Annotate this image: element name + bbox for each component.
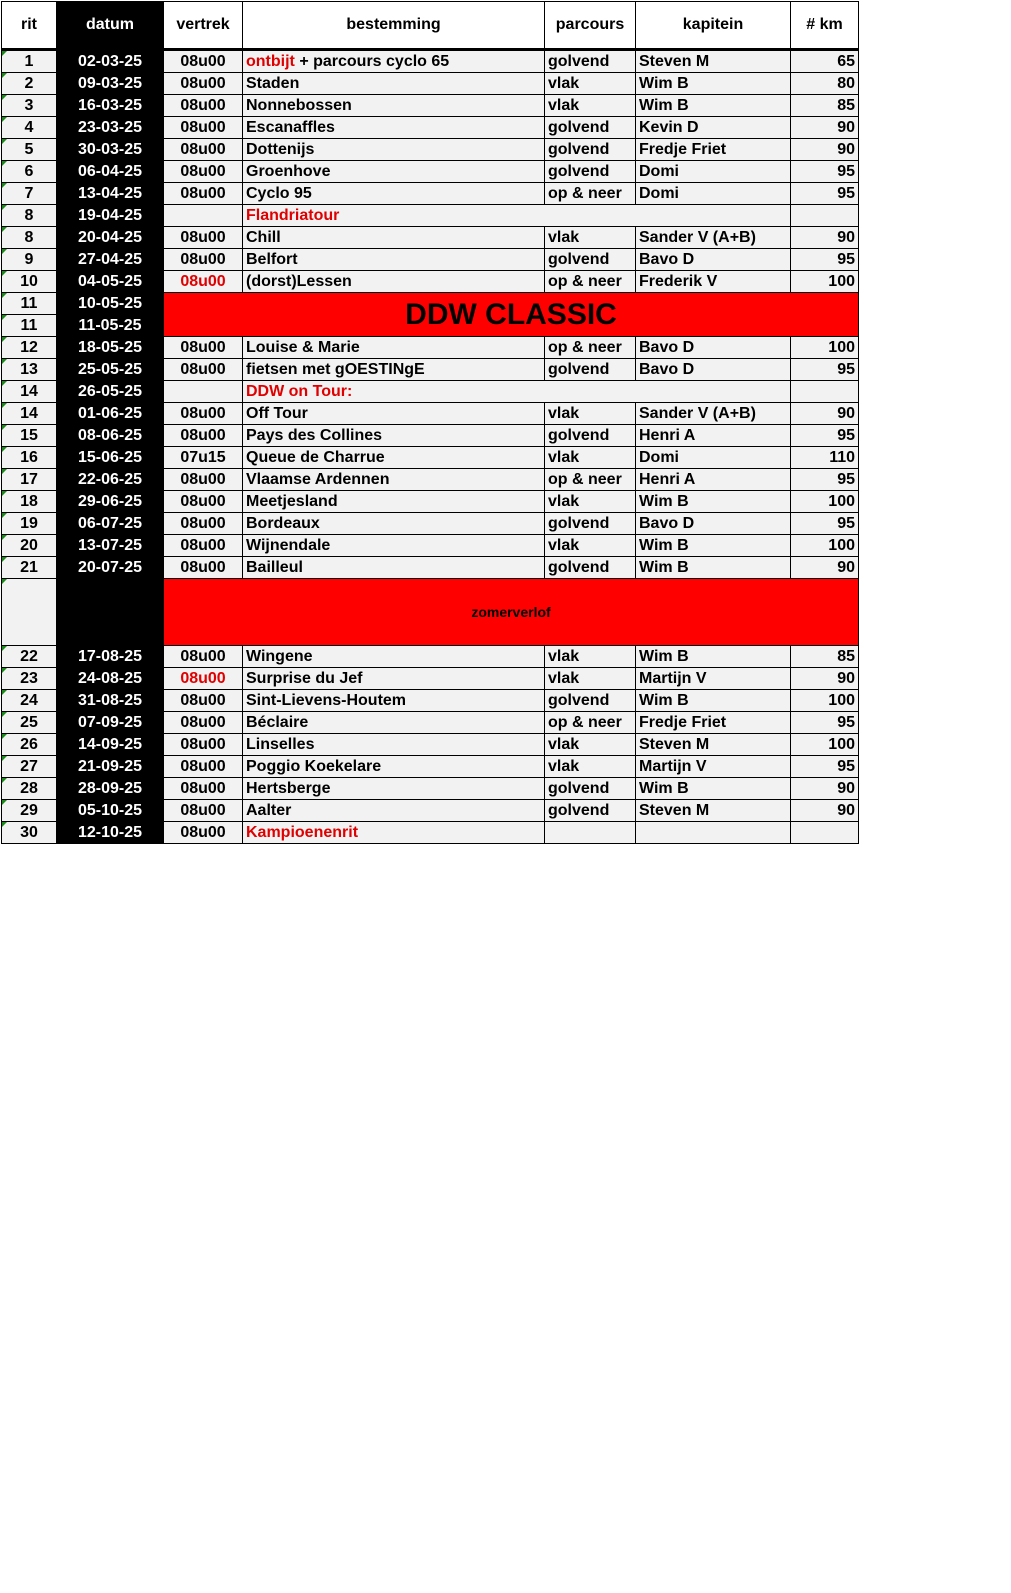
rit-cell[interactable]: 11 — [2, 293, 57, 315]
header-vertrek: vertrek — [164, 2, 243, 50]
table-row — [2, 646, 859, 668]
parcours-cell[interactable] — [545, 822, 636, 844]
bestemming-highlight: ontbijt — [246, 52, 295, 70]
kapitein-cell[interactable]: Bavo D — [636, 513, 791, 535]
bestemming-cell[interactable] — [243, 73, 545, 95]
bestemming-cell[interactable] — [243, 668, 545, 690]
datum-cell[interactable]: 13-04-25 — [57, 183, 164, 205]
parcours-cell[interactable]: vlak — [545, 491, 636, 513]
km-cell[interactable]: 110 — [791, 447, 859, 469]
rit-cell[interactable]: 20 — [2, 535, 57, 557]
kapitein-cell[interactable]: Henri A — [636, 469, 791, 491]
table-row — [2, 712, 859, 734]
datum-cell[interactable]: 12-10-25 — [57, 822, 164, 844]
parcours-cell[interactable]: vlak — [545, 95, 636, 117]
table-row — [2, 535, 859, 557]
bestemming-text: Dottenijs — [246, 140, 315, 158]
kapitein-cell[interactable]: Wim B — [636, 73, 791, 95]
datum-cell[interactable]: 13-07-25 — [57, 535, 164, 557]
kapitein-cell[interactable]: Domi — [636, 447, 791, 469]
kapitein-cell[interactable]: Henri A — [636, 425, 791, 447]
table-row — [2, 73, 859, 95]
bestemming-cell[interactable] — [243, 271, 545, 293]
bestemming-text: Belfort — [246, 250, 298, 268]
parcours-cell[interactable]: golvend — [545, 800, 636, 822]
rit-cell[interactable]: 17 — [2, 469, 57, 491]
km-cell[interactable]: 95 — [791, 183, 859, 205]
bestemming-cell[interactable] — [243, 447, 545, 469]
parcours-cell[interactable]: vlak — [545, 73, 636, 95]
table-row — [2, 249, 859, 271]
rit-cell[interactable]: 2 — [2, 73, 57, 95]
rit-cell[interactable]: 27 — [2, 756, 57, 778]
datum-cell[interactable]: 09-03-25 — [57, 73, 164, 95]
kapitein-cell[interactable]: Wim B — [636, 557, 791, 579]
parcours-cell[interactable]: vlak — [545, 734, 636, 756]
bestemming-cell[interactable] — [243, 690, 545, 712]
vertrek-cell[interactable]: 08u00 — [164, 491, 243, 513]
kapitein-cell[interactable]: Wim B — [636, 646, 791, 668]
bestemming-text: Béclaire — [246, 713, 309, 731]
datum-cell[interactable] — [57, 579, 164, 646]
datum-cell[interactable]: 28-09-25 — [57, 778, 164, 800]
datum-cell[interactable]: 06-07-25 — [57, 513, 164, 535]
datum-cell[interactable]: 31-08-25 — [57, 690, 164, 712]
vertrek-cell[interactable]: 08u00 — [164, 822, 243, 844]
header-row — [2, 2, 859, 50]
km-cell[interactable]: 85 — [791, 646, 859, 668]
bestemming-cell[interactable] — [243, 403, 545, 425]
table-row — [2, 491, 859, 513]
bestemming-cell[interactable] — [243, 712, 545, 734]
vertrek-cell[interactable]: 08u00 — [164, 403, 243, 425]
kapitein-cell[interactable]: Sander V (A+B) — [636, 227, 791, 249]
vertrek-cell[interactable]: 08u00 — [164, 227, 243, 249]
parcours-cell[interactable]: op & neer — [545, 469, 636, 491]
ddw-classic-banner: DDW CLASSIC — [164, 293, 859, 337]
bestemming-cell[interactable] — [243, 756, 545, 778]
parcours-cell[interactable]: vlak — [545, 668, 636, 690]
parcours-cell[interactable]: vlak — [545, 535, 636, 557]
rit-cell[interactable]: 8 — [2, 227, 57, 249]
header-rit: rit — [2, 2, 57, 50]
bestemming-text: Wingene — [246, 647, 313, 665]
parcours-cell[interactable]: golvend — [545, 249, 636, 271]
vertrek-cell[interactable] — [164, 381, 243, 403]
rit-cell[interactable]: 28 — [2, 778, 57, 800]
km-cell[interactable]: 85 — [791, 95, 859, 117]
header-datum: datum — [57, 2, 164, 50]
event-cell[interactable]: DDW on Tour: — [243, 381, 791, 403]
parcours-cell[interactable]: golvend — [545, 117, 636, 139]
rit-cell[interactable]: 22 — [2, 646, 57, 668]
km-cell[interactable]: 100 — [791, 337, 859, 359]
datum-cell[interactable]: 17-08-25 — [57, 646, 164, 668]
table-row — [2, 557, 859, 579]
rit-cell[interactable]: 21 — [2, 557, 57, 579]
table-row — [2, 271, 859, 293]
bestemming-cell[interactable] — [243, 734, 545, 756]
bestemming-text: Aalter — [246, 801, 292, 819]
kapitein-cell[interactable]: Bavo D — [636, 249, 791, 271]
km-cell[interactable]: 95 — [791, 425, 859, 447]
bestemming-text: Louise & Marie — [246, 338, 360, 356]
km-cell[interactable]: 95 — [791, 359, 859, 381]
rit-cell[interactable] — [2, 579, 57, 646]
table-row — [2, 205, 859, 227]
table-row — [2, 579, 859, 646]
rit-cell[interactable]: 26 — [2, 734, 57, 756]
bestemming-text: Meetjesland — [246, 492, 338, 510]
bestemming-cell[interactable] — [243, 50, 545, 73]
parcours-cell[interactable]: vlak — [545, 447, 636, 469]
datum-cell[interactable]: 10-05-25 — [57, 293, 164, 315]
datum-cell[interactable]: 20-04-25 — [57, 227, 164, 249]
datum-cell[interactable]: 18-05-25 — [57, 337, 164, 359]
parcours-cell[interactable]: vlak — [545, 646, 636, 668]
table-row — [2, 50, 859, 73]
datum-cell[interactable]: 23-03-25 — [57, 117, 164, 139]
km-cell[interactable]: 90 — [791, 139, 859, 161]
rit-cell[interactable]: 13 — [2, 359, 57, 381]
table-row — [2, 139, 859, 161]
km-cell[interactable]: 90 — [791, 227, 859, 249]
parcours-cell[interactable]: op & neer — [545, 712, 636, 734]
schedule-table — [1, 1, 859, 844]
vertrek-cell[interactable]: 08u00 — [164, 425, 243, 447]
table-row — [2, 293, 859, 315]
bestemming-cell[interactable] — [243, 491, 545, 513]
rit-cell[interactable]: 16 — [2, 447, 57, 469]
bestemming-text: Cyclo 95 — [246, 184, 312, 202]
kapitein-cell[interactable]: Bavo D — [636, 359, 791, 381]
table-row — [2, 403, 859, 425]
km-cell[interactable]: 95 — [791, 756, 859, 778]
rit-cell[interactable]: 7 — [2, 183, 57, 205]
vertrek-cell[interactable]: 08u00 — [164, 734, 243, 756]
bestemming-cell[interactable] — [243, 469, 545, 491]
rit-cell[interactable]: 12 — [2, 337, 57, 359]
datum-cell[interactable]: 29-06-25 — [57, 491, 164, 513]
km-cell[interactable] — [791, 381, 859, 403]
datum-cell[interactable]: 27-04-25 — [57, 249, 164, 271]
vertrek-cell[interactable]: 08u00 — [164, 359, 243, 381]
bestemming-text: Vlaamse Ardennen — [246, 470, 390, 488]
header-parcours: parcours — [545, 2, 636, 50]
bestemming-cell[interactable] — [243, 95, 545, 117]
datum-cell[interactable]: 24-08-25 — [57, 668, 164, 690]
km-cell[interactable] — [791, 205, 859, 227]
kapitein-cell[interactable]: Martijn V — [636, 756, 791, 778]
bestemming-text: Poggio Koekelare — [246, 757, 382, 775]
parcours-cell[interactable]: vlak — [545, 403, 636, 425]
rit-cell[interactable]: 24 — [2, 690, 57, 712]
bestemming-cell[interactable] — [243, 535, 545, 557]
datum-cell[interactable]: 25-05-25 — [57, 359, 164, 381]
table-row — [2, 227, 859, 249]
bestemming-text: (dorst)Lessen — [246, 272, 352, 290]
rit-cell[interactable]: 11 — [2, 315, 57, 337]
vertrek-cell[interactable]: 08u00 — [164, 117, 243, 139]
vertrek-cell[interactable] — [164, 205, 243, 227]
parcours-cell[interactable]: vlak — [545, 756, 636, 778]
kapitein-cell[interactable] — [636, 822, 791, 844]
km-cell[interactable]: 90 — [791, 778, 859, 800]
parcours-cell[interactable]: golvend — [545, 425, 636, 447]
kapitein-cell[interactable]: Wim B — [636, 95, 791, 117]
bestemming-text: Groenhove — [246, 162, 331, 180]
rit-cell[interactable]: 3 — [2, 95, 57, 117]
rit-cell[interactable]: 1 — [2, 50, 57, 73]
kapitein-cell[interactable]: Steven M — [636, 50, 791, 73]
bestemming-text: Off Tour — [246, 404, 308, 422]
bestemming-text: Wijnendale — [246, 536, 331, 554]
rit-cell[interactable]: 14 — [2, 403, 57, 425]
bestemming-text: Hertsberge — [246, 779, 331, 797]
datum-cell[interactable]: 16-03-25 — [57, 95, 164, 117]
kapitein-cell[interactable]: Steven M — [636, 734, 791, 756]
vertrek-cell[interactable]: 08u00 — [164, 668, 243, 690]
kapitein-cell[interactable]: Fredje Friet — [636, 139, 791, 161]
km-cell[interactable]: 100 — [791, 271, 859, 293]
parcours-cell[interactable]: golvend — [545, 513, 636, 535]
rit-cell[interactable]: 6 — [2, 161, 57, 183]
vertrek-cell[interactable]: 08u00 — [164, 646, 243, 668]
bestemming-text: Bordeaux — [246, 514, 320, 532]
vertrek-cell[interactable]: 08u00 — [164, 271, 243, 293]
rit-cell[interactable]: 14 — [2, 381, 57, 403]
vertrek-cell[interactable]: 08u00 — [164, 95, 243, 117]
datum-cell[interactable]: 14-09-25 — [57, 734, 164, 756]
km-cell[interactable]: 65 — [791, 50, 859, 73]
rit-cell[interactable]: 5 — [2, 139, 57, 161]
parcours-cell[interactable]: op & neer — [545, 271, 636, 293]
zomerverlof-banner: zomerverlof — [164, 579, 859, 646]
header-kapitein: kapitein — [636, 2, 791, 50]
table-row — [2, 778, 859, 800]
table-row — [2, 513, 859, 535]
datum-cell[interactable]: 21-09-25 — [57, 756, 164, 778]
km-cell[interactable]: 100 — [791, 690, 859, 712]
bestemming-text: Linselles — [246, 735, 315, 753]
table-row — [2, 425, 859, 447]
rit-cell[interactable]: 25 — [2, 712, 57, 734]
bestemming-cell[interactable] — [243, 183, 545, 205]
table-row — [2, 117, 859, 139]
vertrek-cell[interactable]: 07u15 — [164, 447, 243, 469]
datum-cell[interactable]: 02-03-25 — [57, 50, 164, 73]
datum-cell[interactable]: 22-06-25 — [57, 469, 164, 491]
vertrek-cell[interactable]: 08u00 — [164, 139, 243, 161]
bestemming-text: + parcours cyclo 65 — [294, 52, 450, 70]
rit-cell[interactable]: 8 — [2, 205, 57, 227]
bestemming-text: fietsen met gOESTINgE — [246, 360, 425, 378]
table-row — [2, 381, 859, 403]
datum-cell[interactable]: 04-05-25 — [57, 271, 164, 293]
kapitein-cell[interactable]: Wim B — [636, 491, 791, 513]
vertrek-cell[interactable]: 08u00 — [164, 161, 243, 183]
table-row — [2, 337, 859, 359]
vertrek-cell[interactable]: 08u00 — [164, 557, 243, 579]
kapitein-cell[interactable]: Frederik V — [636, 271, 791, 293]
vertrek-cell[interactable]: 08u00 — [164, 756, 243, 778]
datum-cell[interactable]: 11-05-25 — [57, 315, 164, 337]
datum-cell[interactable]: 30-03-25 — [57, 139, 164, 161]
header-bestemming: bestemming — [243, 2, 545, 50]
schedule-body — [2, 50, 859, 844]
bestemming-cell[interactable] — [243, 425, 545, 447]
table-row — [2, 800, 859, 822]
table-row — [2, 95, 859, 117]
rit-cell[interactable]: 9 — [2, 249, 57, 271]
datum-cell[interactable]: 01-06-25 — [57, 403, 164, 425]
table-row — [2, 756, 859, 778]
km-cell[interactable]: 95 — [791, 513, 859, 535]
rit-cell[interactable]: 18 — [2, 491, 57, 513]
datum-cell[interactable]: 06-04-25 — [57, 161, 164, 183]
rit-cell[interactable]: 29 — [2, 800, 57, 822]
bestemming-cell[interactable] — [243, 117, 545, 139]
parcours-cell[interactable]: golvend — [545, 50, 636, 73]
vertrek-cell[interactable]: 08u00 — [164, 337, 243, 359]
vertrek-cell[interactable]: 08u00 — [164, 800, 243, 822]
table-row — [2, 359, 859, 381]
table-row — [2, 668, 859, 690]
km-cell[interactable]: 90 — [791, 117, 859, 139]
rit-cell[interactable]: 19 — [2, 513, 57, 535]
datum-cell[interactable]: 26-05-25 — [57, 381, 164, 403]
bestemming-cell[interactable] — [243, 778, 545, 800]
table-row — [2, 447, 859, 469]
parcours-cell[interactable]: vlak — [545, 227, 636, 249]
kapitein-cell[interactable]: Steven M — [636, 800, 791, 822]
bestemming-cell[interactable] — [243, 337, 545, 359]
header-km: # km — [791, 2, 859, 50]
kapitein-cell[interactable]: Fredje Friet — [636, 712, 791, 734]
kapitein-cell[interactable]: Bavo D — [636, 337, 791, 359]
bestemming-text: Staden — [246, 74, 300, 92]
datum-cell[interactable]: 05-10-25 — [57, 800, 164, 822]
datum-cell[interactable]: 19-04-25 — [57, 205, 164, 227]
kapitein-cell[interactable]: Sander V (A+B) — [636, 403, 791, 425]
km-cell[interactable]: 100 — [791, 734, 859, 756]
rit-cell[interactable]: 4 — [2, 117, 57, 139]
bestemming-cell[interactable] — [243, 822, 545, 844]
km-cell[interactable]: 80 — [791, 73, 859, 95]
parcours-cell[interactable]: op & neer — [545, 183, 636, 205]
bestemming-text: Pays des Collines — [246, 426, 383, 444]
rit-cell[interactable]: 30 — [2, 822, 57, 844]
rit-cell[interactable]: 10 — [2, 271, 57, 293]
vertrek-cell[interactable]: 08u00 — [164, 249, 243, 271]
parcours-cell[interactable]: golvend — [545, 778, 636, 800]
bestemming-cell[interactable] — [243, 359, 545, 381]
table-row — [2, 822, 859, 844]
km-cell[interactable]: 95 — [791, 249, 859, 271]
kapitein-cell[interactable]: Wim B — [636, 535, 791, 557]
vertrek-cell[interactable]: 08u00 — [164, 535, 243, 557]
km-cell[interactable]: 90 — [791, 668, 859, 690]
km-cell[interactable]: 95 — [791, 161, 859, 183]
table-row — [2, 690, 859, 712]
rit-cell[interactable]: 15 — [2, 425, 57, 447]
bestemming-text: Chill — [246, 228, 281, 246]
bestemming-text: Sint-Lievens-Houtem — [246, 691, 407, 709]
parcours-cell[interactable]: golvend — [545, 139, 636, 161]
event-cell[interactable]: Flandriatour — [243, 205, 791, 227]
km-cell[interactable] — [791, 822, 859, 844]
datum-cell[interactable]: 08-06-25 — [57, 425, 164, 447]
bestemming-text: Escanaffles — [246, 118, 335, 136]
table-row — [2, 469, 859, 491]
km-cell[interactable]: 90 — [791, 800, 859, 822]
parcours-cell[interactable]: golvend — [545, 557, 636, 579]
parcours-cell[interactable]: golvend — [545, 359, 636, 381]
vertrek-cell[interactable]: 08u00 — [164, 513, 243, 535]
vertrek-cell[interactable]: 08u00 — [164, 712, 243, 734]
bestemming-cell[interactable] — [243, 800, 545, 822]
kapitein-cell[interactable]: Wim B — [636, 690, 791, 712]
km-cell[interactable]: 100 — [791, 535, 859, 557]
bestemming-cell[interactable] — [243, 139, 545, 161]
vertrek-cell[interactable]: 08u00 — [164, 183, 243, 205]
bestemming-cell[interactable] — [243, 161, 545, 183]
vertrek-cell[interactable]: 08u00 — [164, 73, 243, 95]
datum-cell[interactable]: 20-07-25 — [57, 557, 164, 579]
bestemming-text: Queue de Charrue — [246, 448, 385, 466]
table-row — [2, 161, 859, 183]
bestemming-cell[interactable] — [243, 227, 545, 249]
datum-cell[interactable]: 15-06-25 — [57, 447, 164, 469]
kapitein-cell[interactable]: Domi — [636, 183, 791, 205]
parcours-cell[interactable]: golvend — [545, 690, 636, 712]
kapitein-cell[interactable]: Kevin D — [636, 117, 791, 139]
km-cell[interactable]: 95 — [791, 469, 859, 491]
bestemming-text: Bailleul — [246, 558, 303, 576]
table-row — [2, 734, 859, 756]
bestemming-cell[interactable] — [243, 513, 545, 535]
parcours-cell[interactable]: golvend — [545, 161, 636, 183]
bestemming-cell[interactable] — [243, 646, 545, 668]
kapitein-cell[interactable]: Martijn V — [636, 668, 791, 690]
km-cell[interactable]: 100 — [791, 491, 859, 513]
kapitein-cell[interactable]: Domi — [636, 161, 791, 183]
table-row — [2, 183, 859, 205]
kapitein-cell[interactable]: Wim B — [636, 778, 791, 800]
rit-cell[interactable]: 23 — [2, 668, 57, 690]
vertrek-cell[interactable]: 08u00 — [164, 469, 243, 491]
bestemming-text: Surprise du Jef — [246, 669, 363, 687]
vertrek-cell[interactable]: 08u00 — [164, 50, 243, 73]
datum-cell[interactable]: 07-09-25 — [57, 712, 164, 734]
bestemming-text: Nonnebossen — [246, 96, 352, 114]
km-cell[interactable]: 95 — [791, 712, 859, 734]
vertrek-cell[interactable]: 08u00 — [164, 690, 243, 712]
bestemming-cell[interactable] — [243, 557, 545, 579]
parcours-cell[interactable]: op & neer — [545, 337, 636, 359]
km-cell[interactable]: 90 — [791, 557, 859, 579]
bestemming-highlight: Kampioenenrit — [246, 823, 359, 841]
km-cell[interactable]: 90 — [791, 403, 859, 425]
bestemming-cell[interactable] — [243, 249, 545, 271]
vertrek-cell[interactable]: 08u00 — [164, 778, 243, 800]
